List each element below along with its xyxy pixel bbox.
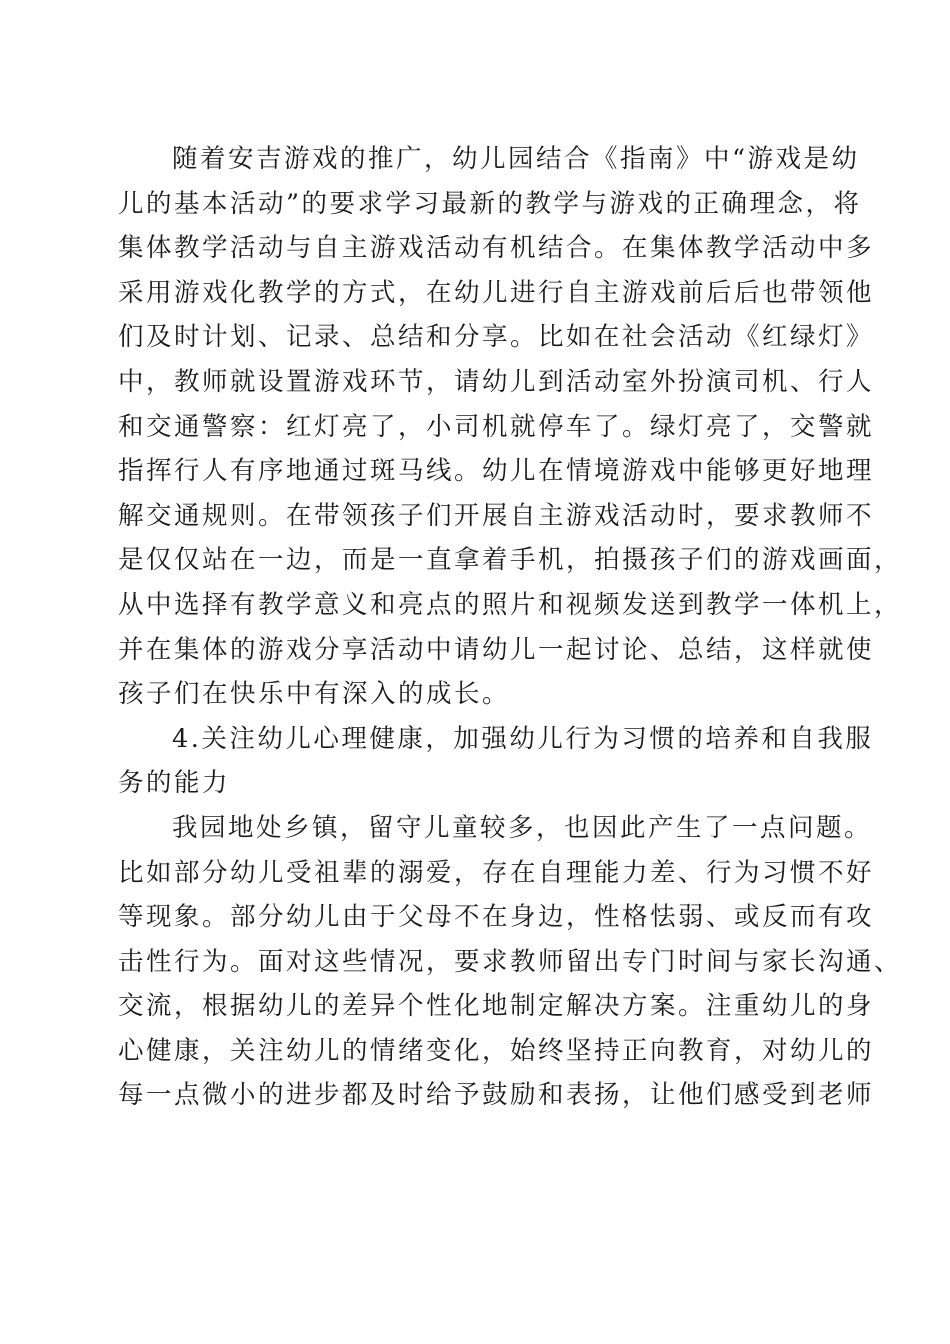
document-body	[118, 137, 903, 1118]
text-line: 指挥行人有序地通过斑马线。幼儿在情境游戏中能够更好地理	[118, 456, 875, 487]
text-line: 交流，根据幼儿的差异个性化地制定解决方案。注重幼儿的身	[118, 991, 875, 1022]
text-line: 们及时计划、记录、总结和分享。比如在社会活动《红绿灯》	[118, 322, 875, 353]
text-line: 并在集体的游戏分享活动中请幼儿一起讨论、总结，这样就使	[118, 634, 875, 665]
section-heading-line: 务的能力	[118, 768, 231, 799]
text-line: 每一点微小的进步都及时给予鼓励和表扬，让他们感受到老师	[118, 1080, 875, 1111]
text-line: 解交通规则。在带领孩子们开展自主游戏活动时，要求教师不	[118, 500, 875, 531]
text-line: 随着安吉游戏的推广，幼儿园结合《指南》中“游戏是幼	[172, 144, 860, 174]
text-line: 我园地处乡镇，留守儿童较多，也因此产生了一点问题。	[172, 812, 873, 843]
text-line: 等现象。部分幼儿由于父母不在身边，性格怯弱、或反而有攻	[118, 902, 875, 933]
text-line: 采用游戏化教学的方式，在幼儿进行自主游戏前后后也带领他	[118, 277, 875, 308]
text-line: 击性行为。面对这些情况，要求教师留出专门时间与家长沟通、	[118, 946, 903, 977]
text-line: 中，教师就设置游戏环节，请幼儿到活动室外扮演司机、行人	[118, 366, 875, 397]
text-line: 儿的基本活动”的要求学习最新的教学与游戏的正确理念，将	[118, 188, 862, 219]
text-line: 心健康，关注幼儿的情绪变化，始终坚持正向教育，对幼儿的	[118, 1035, 875, 1066]
text-line: 和交通警察：红灯亮了，小司机就停车了。绿灯亮了，交警就	[118, 411, 875, 442]
text-line: 集体教学活动与自主游戏活动有机结合。在集体教学活动中多	[118, 233, 875, 264]
text-line: 是仅仅站在一边，而是一直拿着手机，拍摄孩子们的游戏画面，	[118, 545, 903, 576]
text-line: 比如部分幼儿受祖辈的溺爱，存在自理能力差、行为习惯不好	[118, 857, 875, 888]
text-line: 孩子们在快乐中有深入的成长。	[118, 679, 511, 710]
section-heading-line: 4.关注幼儿心理健康，加强幼儿行为习惯的培养和自我服	[172, 723, 874, 754]
text-line: 从中选择有教学意义和亮点的照片和视频发送到教学一体机上，	[118, 589, 903, 620]
